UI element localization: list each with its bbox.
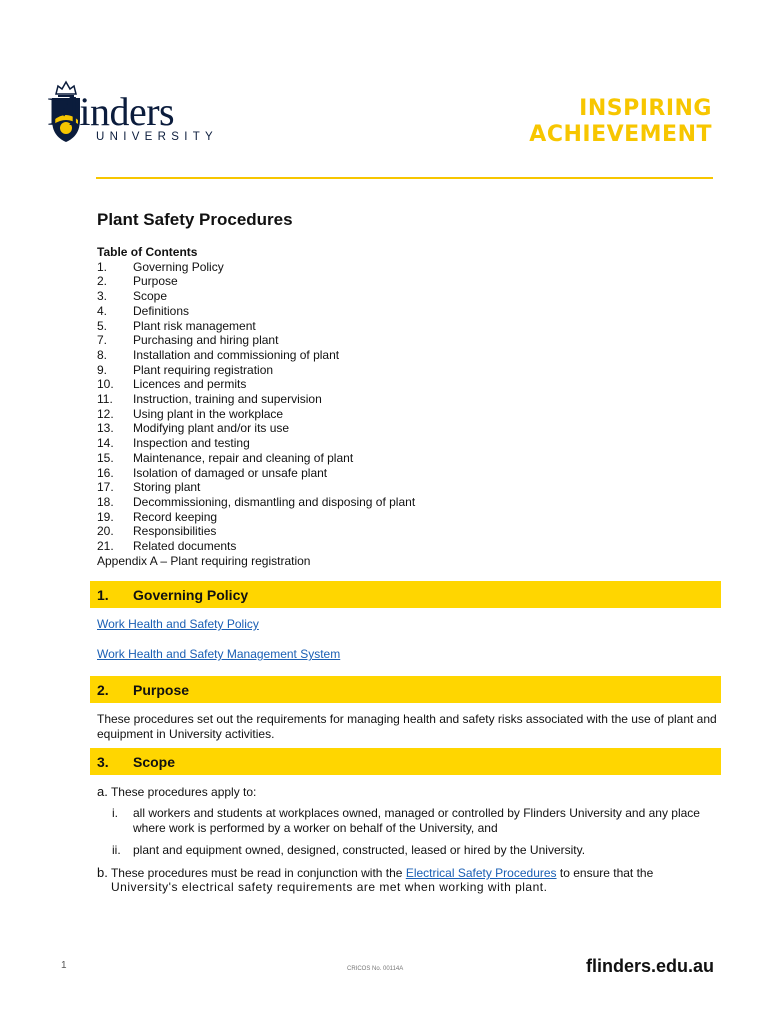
toc-item-label: Storing plant: [133, 480, 201, 495]
logo-subtitle: UNIVERSITY: [96, 131, 219, 143]
toc-item-number: 1.: [97, 259, 108, 274]
item-letter: a.: [97, 784, 108, 799]
toc-item[interactable]: [97, 495, 415, 510]
toc-item-label: Purpose: [133, 274, 178, 289]
whs-policy-link[interactable]: Work Health and Safety Policy: [97, 617, 259, 631]
scope-subitem-ii-text: plant and equipment owned, designed, constructed, leased or hired by the University.: [133, 843, 586, 857]
item-letter: b.: [97, 865, 108, 880]
toc-item-label: Governing Policy: [133, 259, 224, 274]
toc-appendix[interactable]: Appendix A – Plant requiring registration: [97, 553, 311, 568]
toc-item[interactable]: [97, 524, 415, 539]
toc-item[interactable]: [97, 333, 415, 348]
toc-item[interactable]: [97, 260, 415, 275]
toc-item[interactable]: [97, 274, 415, 289]
toc-item-number: 18.: [97, 494, 114, 509]
logo-wordmark: Flinders: [47, 89, 175, 134]
section-scope-heading: [90, 748, 721, 775]
toc-item-number: 4.: [97, 303, 108, 318]
toc-item-label: Maintenance, repair and cleaning of plant: [133, 450, 354, 465]
toc-heading: Table of Contents: [97, 245, 198, 259]
toc-item-label: Purchasing and hiring plant: [133, 333, 279, 348]
section-title: Purpose: [133, 681, 190, 698]
toc-item-number: 2.: [97, 274, 108, 289]
toc-item[interactable]: [97, 377, 415, 392]
toc-item-label: Record keeping: [133, 509, 218, 524]
tagline-line-2: ACHIEVEMENT: [529, 122, 712, 147]
toc-item[interactable]: [97, 510, 415, 525]
toc-item-number: 17.: [97, 480, 114, 495]
scope-subitem-i-text: all workers and students at workplaces owned, managed or controlled by Flinders University and any place where work is performed by a worker on behalf of the University, and: [133, 806, 700, 835]
toc-item-number: 8.: [97, 347, 108, 362]
toc-list: [97, 260, 415, 554]
toc-item-number: 7.: [97, 333, 108, 348]
toc-item[interactable]: [97, 363, 415, 378]
toc-item[interactable]: [97, 319, 415, 334]
toc-item-number: 14.: [97, 436, 114, 451]
section-purpose-heading: [90, 676, 721, 703]
toc-item-label: Isolation of damaged or unsafe plant: [133, 465, 328, 480]
cricos-number: CRICOS No. 00114A: [347, 966, 404, 972]
toc-item-number: 15.: [97, 450, 114, 465]
toc-item-label: Responsibilities: [133, 524, 217, 539]
toc-item-number: 5.: [97, 318, 108, 333]
toc-item-number: 13.: [97, 421, 114, 436]
toc-item-number: 9.: [97, 362, 108, 377]
item-text-end: to ensure that the: [556, 866, 654, 880]
section-title: Scope: [133, 753, 176, 770]
document-title: Plant Safety Procedures: [97, 210, 293, 229]
toc-item[interactable]: [97, 392, 415, 407]
scope-subitem-i-number: i.: [112, 806, 118, 820]
toc-item-label: Decommissioning, dismantling and disposing of plant: [133, 494, 416, 509]
toc-item-label: Definitions: [133, 303, 190, 318]
toc-item[interactable]: [97, 421, 415, 436]
table-of-contents: [97, 245, 415, 568]
toc-item-label: Plant risk management: [133, 318, 256, 333]
toc-item[interactable]: [97, 466, 415, 481]
header-divider: [96, 177, 713, 179]
electrical-safety-procedures-link[interactable]: Electrical Safety Procedures: [405, 866, 557, 880]
toc-item-number: 20.: [97, 524, 114, 539]
toc-item[interactable]: [97, 407, 415, 422]
toc-item[interactable]: [97, 451, 415, 466]
toc-item-number: 12.: [97, 406, 114, 421]
scope-item-a: [97, 784, 717, 800]
section-number: 2.: [97, 681, 109, 698]
section-number: 3.: [97, 753, 109, 770]
toc-item-number: 16.: [97, 465, 114, 480]
section-title: Governing Policy: [133, 586, 249, 603]
toc-item[interactable]: [97, 480, 415, 495]
tagline: [529, 96, 712, 148]
toc-item-label: Modifying plant and/or its use: [133, 421, 290, 436]
toc-item[interactable]: [97, 348, 415, 363]
toc-item-label: Using plant in the workplace: [133, 406, 284, 421]
whs-management-system-link[interactable]: Work Health and Safety Management System: [97, 647, 341, 661]
section-governing-policy-heading: [90, 581, 721, 608]
item-text-start: These procedures must be read in conjunction with the: [110, 866, 406, 880]
website-url[interactable]: flinders.edu.au: [585, 956, 714, 976]
toc-item[interactable]: [97, 539, 415, 554]
toc-item-label: Related documents: [133, 539, 237, 554]
toc-item-number: 3.: [97, 289, 108, 304]
toc-item-label: Plant requiring registration: [133, 362, 274, 377]
toc-item-number: 21.: [97, 539, 114, 554]
page-number: 1: [61, 960, 67, 971]
toc-item-label: Scope: [133, 289, 168, 304]
toc-item-label: Licences and permits: [133, 377, 247, 392]
tagline-line-1: INSPIRING: [579, 96, 712, 121]
toc-item-number: 19.: [97, 509, 114, 524]
toc-item-label: Inspection and testing: [133, 436, 250, 451]
toc-item[interactable]: [97, 289, 415, 304]
toc-item[interactable]: [97, 436, 415, 451]
scope-item-b: [97, 865, 717, 881]
item-text: These procedures apply to:: [110, 785, 257, 799]
section-number: 1.: [97, 586, 109, 603]
scope-item-b-continued: University's electrical safety requirements are met when working with plant.: [111, 880, 548, 894]
toc-item-label: Instruction, training and supervision: [133, 392, 322, 407]
purpose-paragraph: These procedures set out the requirements for managing health and safety risks associated with the use of plant and equipment in University activities.: [97, 712, 717, 741]
scope-subitem-ii-number: ii.: [112, 843, 121, 857]
toc-item-number: 10.: [97, 377, 114, 392]
toc-item-label: Installation and commissioning of plant: [133, 347, 340, 362]
toc-item-number: 11.: [97, 392, 113, 407]
toc-item[interactable]: [97, 304, 415, 319]
